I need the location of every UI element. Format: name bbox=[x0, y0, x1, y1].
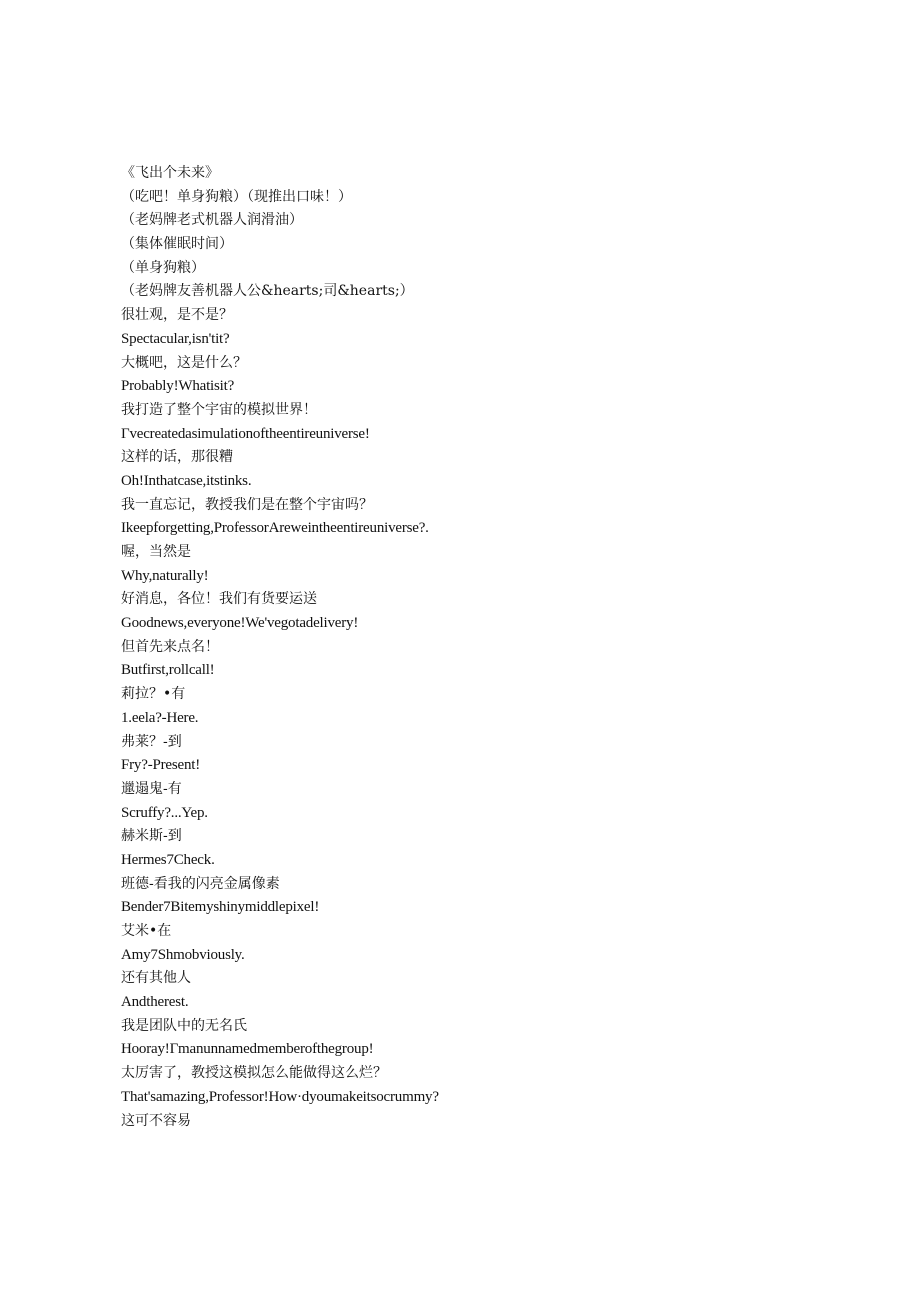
dialogue-line-english: Fry?-Present! bbox=[121, 757, 201, 774]
dialogue-line-english: Bender7Bitemyshinymiddlepixel! bbox=[121, 899, 320, 916]
dialogue-line-chinese: 班德-看我的闪亮金属像素 bbox=[121, 875, 280, 892]
header-line: （老妈牌老式机器人润滑油） bbox=[121, 212, 303, 229]
document-title: 《飞出个未来》 bbox=[121, 165, 219, 181]
dialogue-line-chinese: 喔，当然是 bbox=[121, 544, 191, 560]
dialogue-line-english: That'samazing,Professor!How·dyoumakeitsocrummy? bbox=[121, 1088, 439, 1105]
dialogue-line-english: Hermes7Check. bbox=[121, 851, 215, 868]
dialogue-line-chinese: 我一直忘记，教授我们是在整个宇宙吗？ bbox=[121, 496, 373, 513]
dialogue-line-chinese: 很壮观，是不是？ bbox=[121, 307, 233, 324]
dialogue-line-chinese: 我是团队中的无名氏 bbox=[121, 1017, 247, 1034]
header-line: （老妈牌友善机器人公&hearts;司&hearts;） bbox=[121, 283, 414, 300]
dialogue-line-chinese: 莉拉？•有 bbox=[121, 686, 186, 703]
dialogue-line-english: Why,naturally! bbox=[121, 567, 209, 584]
dialogue-line-english: Probably!Whatisit? bbox=[121, 378, 235, 395]
dialogue-line-chinese: 我打造了整个宇宙的模拟世界！ bbox=[121, 401, 317, 418]
dialogue-line-english: 1.eela?-Here. bbox=[121, 709, 199, 726]
dialogue-line-chinese: 好消息，各位！我们有货要运送 bbox=[121, 591, 317, 608]
dialogue-line-chinese: 这样的话，那很糟 bbox=[121, 449, 233, 466]
document-body bbox=[121, 162, 881, 1133]
dialogue-line-chinese: 大概吧，这是什么？ bbox=[121, 354, 247, 371]
dialogue-line-chinese: 弗莱？-到 bbox=[121, 733, 182, 750]
dialogue-line-english: Hooray!Γmanunnamedmemberofthegroup! bbox=[121, 1041, 374, 1058]
header-line: （集体催眠时间） bbox=[121, 236, 233, 253]
dialogue-line-english: Amy7Shmobviously. bbox=[121, 946, 245, 963]
dialogue-line-chinese: 太厉害了，教授这模拟怎么能做得这么烂？ bbox=[121, 1065, 387, 1082]
dialogue-line-chinese-last: 这可不容易 bbox=[121, 1112, 191, 1129]
dialogue-line-english: Goodnews,everyone!We'vegotadelivery! bbox=[121, 615, 359, 632]
header-line: （吃吧！单身狗粮）（现推出口味！） bbox=[121, 188, 352, 205]
dialogue-line-english: Γvecreatedasimulationoftheentireuniverse! bbox=[121, 425, 370, 442]
dialogue-line-english: Andtherest. bbox=[121, 994, 189, 1011]
dialogue-line-chinese: 邋遢鬼-有 bbox=[121, 780, 182, 797]
dialogue-line-chinese: 艾米•在 bbox=[121, 923, 172, 939]
dialogue-line-english: Oh!Inthatcase,itstinks. bbox=[121, 472, 252, 489]
dialogue-line-chinese: 但首先来点名！ bbox=[121, 638, 219, 655]
dialogue-line-english: Scruffy?...Yep. bbox=[121, 804, 208, 821]
dialogue-line-chinese: 赫米斯-到 bbox=[121, 828, 182, 845]
dialogue-line-english: Spectacular,isn'tit? bbox=[121, 330, 230, 347]
dialogue-line-english: Ikeepforgetting,ProfessorAreweintheentireuniverse?. bbox=[121, 520, 429, 537]
header-line: （单身狗粮） bbox=[121, 259, 205, 276]
dialogue-line-english: Butfirst,rollcall! bbox=[121, 662, 215, 679]
dialogue-line-chinese: 还有其他人 bbox=[121, 970, 191, 987]
